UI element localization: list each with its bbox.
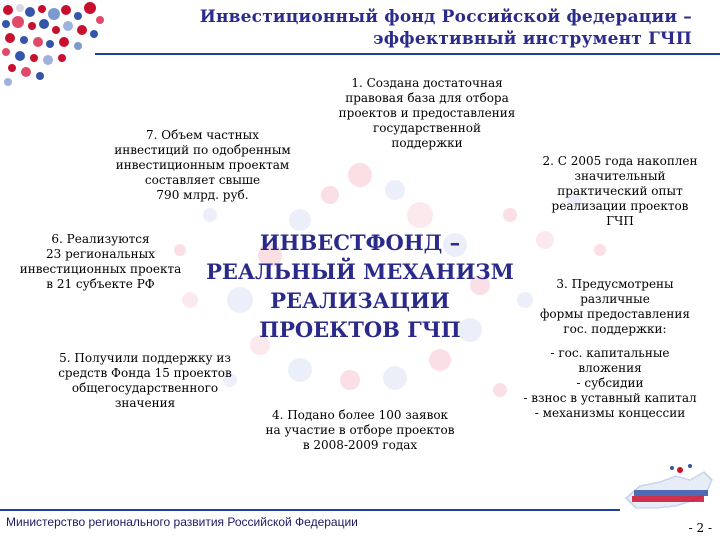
point-4-line: 4. Подано более 100 заявок xyxy=(271,408,449,422)
point-1-line: проектов и предоставления xyxy=(338,106,516,120)
point-6-line: 6. Реализуются xyxy=(51,232,150,246)
center-headline-line: ПРОЕКТОВ ГЧП xyxy=(259,317,461,342)
point-6-line: инвестиционных проекта xyxy=(19,262,182,276)
point-5-line: общегосударственного xyxy=(71,381,219,395)
center-headline-line: РЕАЛЬНЫЙ МЕХАНИЗМ xyxy=(206,259,514,284)
point-3-support-forms xyxy=(515,277,715,337)
point-2-line: ГЧП xyxy=(606,214,634,228)
point-7-line: инвестиций по одобренным xyxy=(114,143,291,157)
point-5-supported-projects xyxy=(40,351,250,411)
page-number: - 2 - xyxy=(688,521,712,535)
point-2-line: 2. С 2005 года накоплен xyxy=(542,154,698,168)
point-3-support-list xyxy=(505,346,715,421)
point-7-private-investment xyxy=(90,128,315,203)
point-1-line: государственной xyxy=(373,121,481,135)
support-list-item: - взнос в уставный капитал xyxy=(523,391,697,405)
slide-title-line-1: Инвестиционный фонд Российской федерации – xyxy=(199,7,692,27)
point-4-line: в 2008-2009 годах xyxy=(302,438,418,452)
point-5-line: средств Фонда 15 проектов xyxy=(58,366,232,380)
point-2-line: значительный xyxy=(574,169,666,183)
center-headline xyxy=(205,228,515,344)
point-1-legal-base xyxy=(322,76,532,151)
point-7-line: составляет свыше xyxy=(144,173,261,187)
support-list-item: - субсидии xyxy=(576,376,644,390)
point-2-line: реализации проектов xyxy=(551,199,689,213)
logo-dots-icon xyxy=(2,2,104,86)
center-headline-line: РЕАЛИЗАЦИИ xyxy=(270,288,450,313)
point-3-line: 3. Предусмотрены xyxy=(556,277,674,291)
point-6-line: в 21 субъекте РФ xyxy=(46,277,155,291)
point-5-line: значения xyxy=(114,396,176,410)
footer-divider xyxy=(0,509,620,511)
point-7-line: 7. Объем частных xyxy=(146,128,259,142)
point-3-line: гос. поддержки: xyxy=(563,322,667,336)
point-1-line: поддержки xyxy=(391,136,463,150)
support-list-item: - механизмы концессии xyxy=(534,406,686,420)
point-6-line: 23 региональных xyxy=(45,247,155,261)
slide-title-line-2: эффективный инструмент ГЧП xyxy=(373,29,692,49)
point-6-regional-projects xyxy=(3,232,198,292)
support-list-item: вложения xyxy=(578,361,642,375)
center-headline-line: ИНВЕСТФОНД – xyxy=(259,230,461,255)
support-list-item: - гос. капитальные xyxy=(550,346,670,360)
point-7-line: инвестиционным проектам xyxy=(115,158,290,172)
point-5-line: 5. Получили поддержку из xyxy=(59,351,231,365)
point-2-experience xyxy=(525,154,715,229)
point-3-line: формы предоставления xyxy=(540,307,690,321)
point-1-line: правовая база для отбора xyxy=(345,91,509,105)
point-7-line: 790 млрд. руб. xyxy=(156,188,249,202)
point-4-applications xyxy=(245,408,475,453)
point-1-line: 1. Создана достаточная xyxy=(351,76,503,90)
point-3-line: различные xyxy=(580,292,650,306)
footer-ministry: Министерство регионального развития Российской Федерации xyxy=(6,515,358,529)
point-4-line: на участие в отборе проектов xyxy=(265,423,455,437)
point-2-line: практический опыт xyxy=(557,184,683,198)
title-divider xyxy=(95,53,720,55)
russia-map-icon xyxy=(626,464,712,508)
